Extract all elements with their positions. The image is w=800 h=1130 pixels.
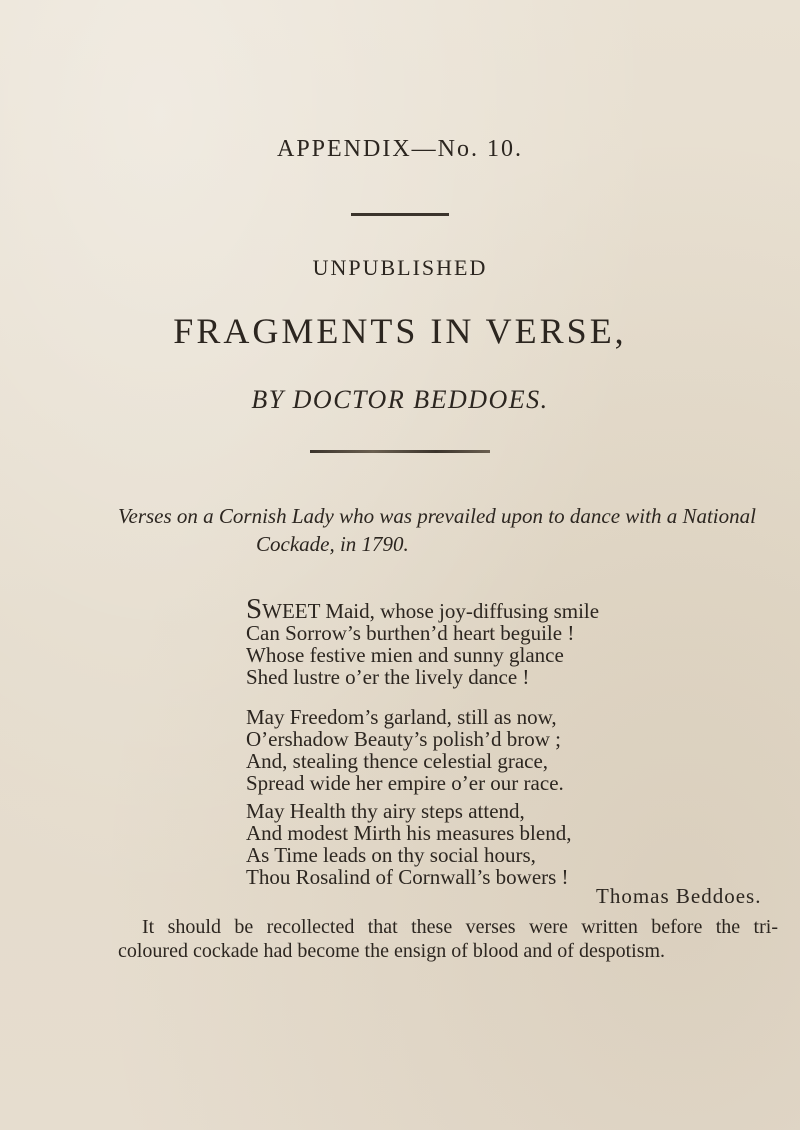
stanza-line: And, stealing thence celestial grace, (246, 749, 549, 773)
stanza-line: O’ershadow Beauty’s polish’d brow ; (246, 727, 561, 751)
appendix-title: APPENDIX—No. 10. (276, 136, 523, 162)
stanza-line: May Health thy airy steps attend, (246, 799, 525, 823)
stanza-3 (246, 800, 766, 888)
stanza-line: Can Sorrow’s burthen’d heart beguile ! (246, 621, 575, 645)
unpublished-heading: UNPUBLISHED (312, 255, 488, 280)
stanza-line: As Time leads on thy social hours, (246, 843, 536, 867)
poem-heading-line-2: Cockade, in 1790. (256, 532, 409, 556)
stanza-line: SWEET Maid, whose joy-diffusing smile (246, 593, 600, 625)
footnote-line-2: coloured cockade had become the ensign of blood and of despotism. (118, 940, 666, 962)
poem-heading (118, 502, 798, 558)
footnote (118, 915, 778, 963)
stanza-line: May Freedom’s garland, still as now, (246, 705, 557, 729)
stanza-line: And modest Mirth his measures blend, (246, 821, 572, 845)
poem-heading-line-1: Verses on a Cornish Lady who was prevailed upon to dance with a National (118, 504, 756, 528)
title-divider (351, 213, 449, 216)
author-byline: BY DOCTOR BEDDOES. (251, 385, 549, 414)
poem-signature: Thomas Beddoes. (596, 884, 762, 908)
stanza-line: Whose festive mien and sunny glance (246, 643, 564, 667)
footnote-line-1: It should be recollected that these verses were written before the tri- (142, 916, 778, 938)
byline-divider (310, 450, 490, 453)
stanza-line: Shed lustre o’er the lively dance ! (246, 665, 530, 689)
stanza-line: Spread wide her empire o’er our race. (246, 771, 564, 795)
stanza-line: Thou Rosalind of Cornwall’s bowers ! (246, 865, 569, 889)
footnote-text (118, 915, 778, 963)
stanza-1 (246, 593, 766, 689)
stanza-2 (246, 706, 766, 794)
fragments-title: FRAGMENTS IN VERSE, (173, 311, 627, 351)
